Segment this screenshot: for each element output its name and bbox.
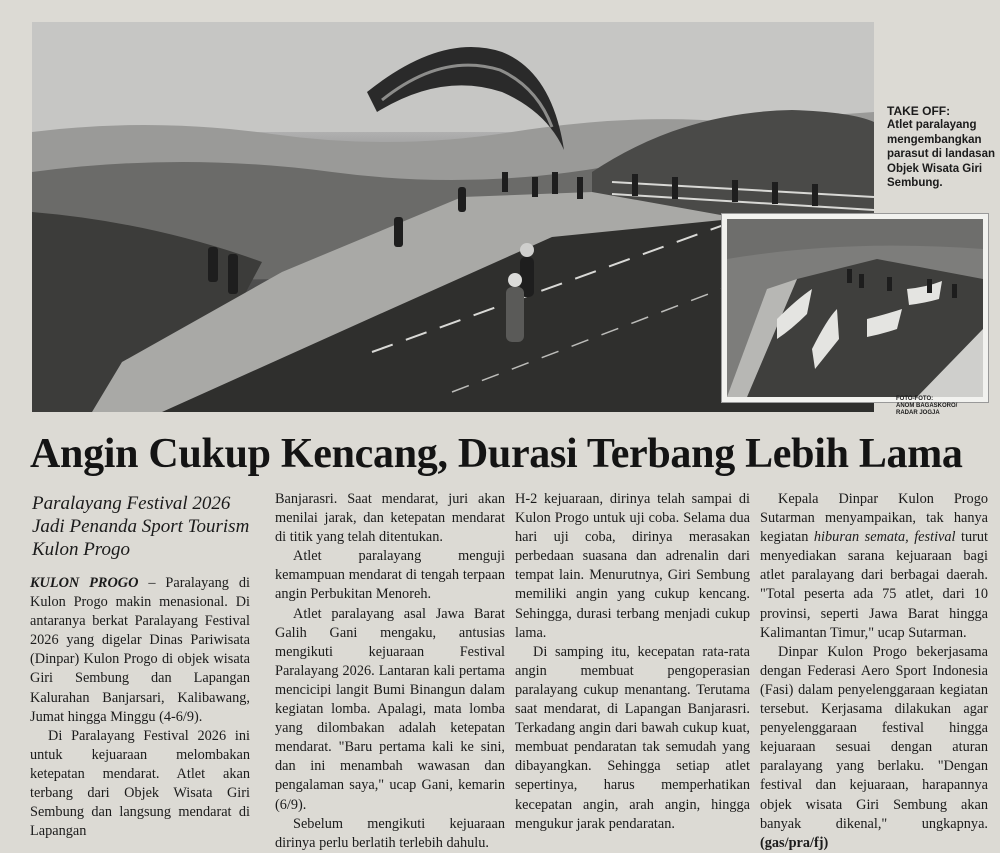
article-paragraph-text: Kepala Dinpar Kulon Progo Sutarman menyampaikan, tak hanya kegiatan xyxy=(760,491,988,546)
article-paragraph: Sebelum mengikuti kejuaraan dirinya perlu berlatih terlebih dahulu. xyxy=(275,815,505,851)
article-paragraph: Atlet paralayang asal Jawa Barat Galih Gani mengaku, antusias mengikuti kejuaraan Festival Paralayang 2026. Lantaran kali pertama mencicipi langit Bumi Binangun dalam kegiatan lomba. Apalagi, mata lomba yang dilombakan adalah ketepatan mendarat. "Baru pertama kali ke sini, dan ini menambah wawasan dan pengalaman saya," ucap Gani, kemarin (6/9). xyxy=(275,605,505,813)
article-subhead: Paralayang Festival 2026 Jadi Penanda Sport Tourism Kulon Progo xyxy=(32,493,250,560)
article-paragraph: Di samping itu, kecepatan rata-rata angin membuat pengoperasian paralayang cukup menantang. Terutama saat mendarat, di Lapangan Banjarasri. Terkadang angin dari bawah cukup kuat, membuat pendaratan tak semudah yang dibayangkan. Sehingga setiap atlet sepertinya, harus memperhatikan kecepatan angin, arah angin, hingga mengukur jarak pendaratan. xyxy=(515,643,750,832)
article-column-4 xyxy=(760,490,988,853)
article-paragraph: Atlet paralayang menguji kemampuan mendarat di tengah terpaan angin Perbukitan Menoreh. xyxy=(275,548,505,603)
article-paragraph xyxy=(30,574,250,727)
photo-credit xyxy=(896,396,996,417)
photo-credit-line: FOTO-FOTO: xyxy=(896,396,934,402)
photo-caption-body: Atlet paralayang mengembangkan parasut di landasan Objek Wisata Giri Sembung. xyxy=(887,119,996,190)
photo-credit-line: ANOM BAGASKORO/ xyxy=(896,403,958,409)
inset-photo-landing-area xyxy=(722,214,988,402)
article-paragraph-text: – Paralayang di Kulon Progo makin menasional. Di antaranya berkat Paralayang Festival 2026 yang digelar Dinas Pariwisata (Dinpar) Kulon Progo di objek wisata Giri Sembung dan Lapangan Kalurahan Banjarsari, Kalibawang, Jumat hingga Minggu (4-6/9). xyxy=(30,575,250,725)
article-column-2 xyxy=(275,490,505,853)
article-dateline: KULON PROGO xyxy=(30,575,139,591)
photo-caption-title: TAKE OFF: xyxy=(887,104,951,118)
article-column-1 xyxy=(30,574,250,841)
inset-photo-illustration xyxy=(727,219,983,397)
photo-credit-line: RADAR JOGJA xyxy=(896,410,940,416)
article-paragraph-text: turut menyediakan sarana kejuaraan bagi atlet paralayang dari berbagai daerah. "Total peserta ada 75 atlet, dari 10 provinsi, seperti Jawa Barat hingga Kalimantan Timur," ucap Sutarman. xyxy=(760,529,988,641)
article-paragraph-text: Dinpar Kulon Progo bekerjasama dengan Federasi Aero Sport Indonesia (Fasi) dalam penyelenggaraan kegiatan tersebut. Kerjasama dilakukan agar penyelenggaraan festival hingga kejuaraan sesuai dengan aturan paralayang yang berlaku. "Dengan festival dan kejuaraan, harapannya objek wisata Giri Sembung akan banyak dikenal," ungkapnya. xyxy=(760,643,988,832)
article-paragraph xyxy=(760,643,988,853)
article-signature: (gas/pra/fj) xyxy=(760,834,829,851)
article-paragraph xyxy=(760,490,988,643)
article-paragraph: Banjarasri. Saat mendarat, juri akan menilai jarak, dan ketepatan mendarat di titik yang telah ditentukan. xyxy=(275,491,505,546)
article-paragraph: H-2 kejuaraan, dirinya telah sampai di Kulon Progo untuk uji coba. Selama dua hari uji coba, dirinya merasakan perbedaan suasana dan adrenalin dari tempat lain. Menurutnya, Giri Sembung memiliki angin yang cukup kencang. Sehingga, durasi terbang menjadi cukup lama. xyxy=(515,491,750,641)
article-emphasis: hiburan semata, festival xyxy=(813,529,956,546)
article-column-3 xyxy=(515,490,750,834)
article-headline: Angin Cukup Kencang, Durasi Terbang Lebih Lama xyxy=(30,431,963,477)
article-paragraph: Di Paralayang Festival 2026 ini untuk kejuaraan melombakan ketepatan mendarat. Atlet akan terbang dari Objek Wisata Giri Sembung dan langsung mendarat di Lapangan xyxy=(30,727,250,840)
